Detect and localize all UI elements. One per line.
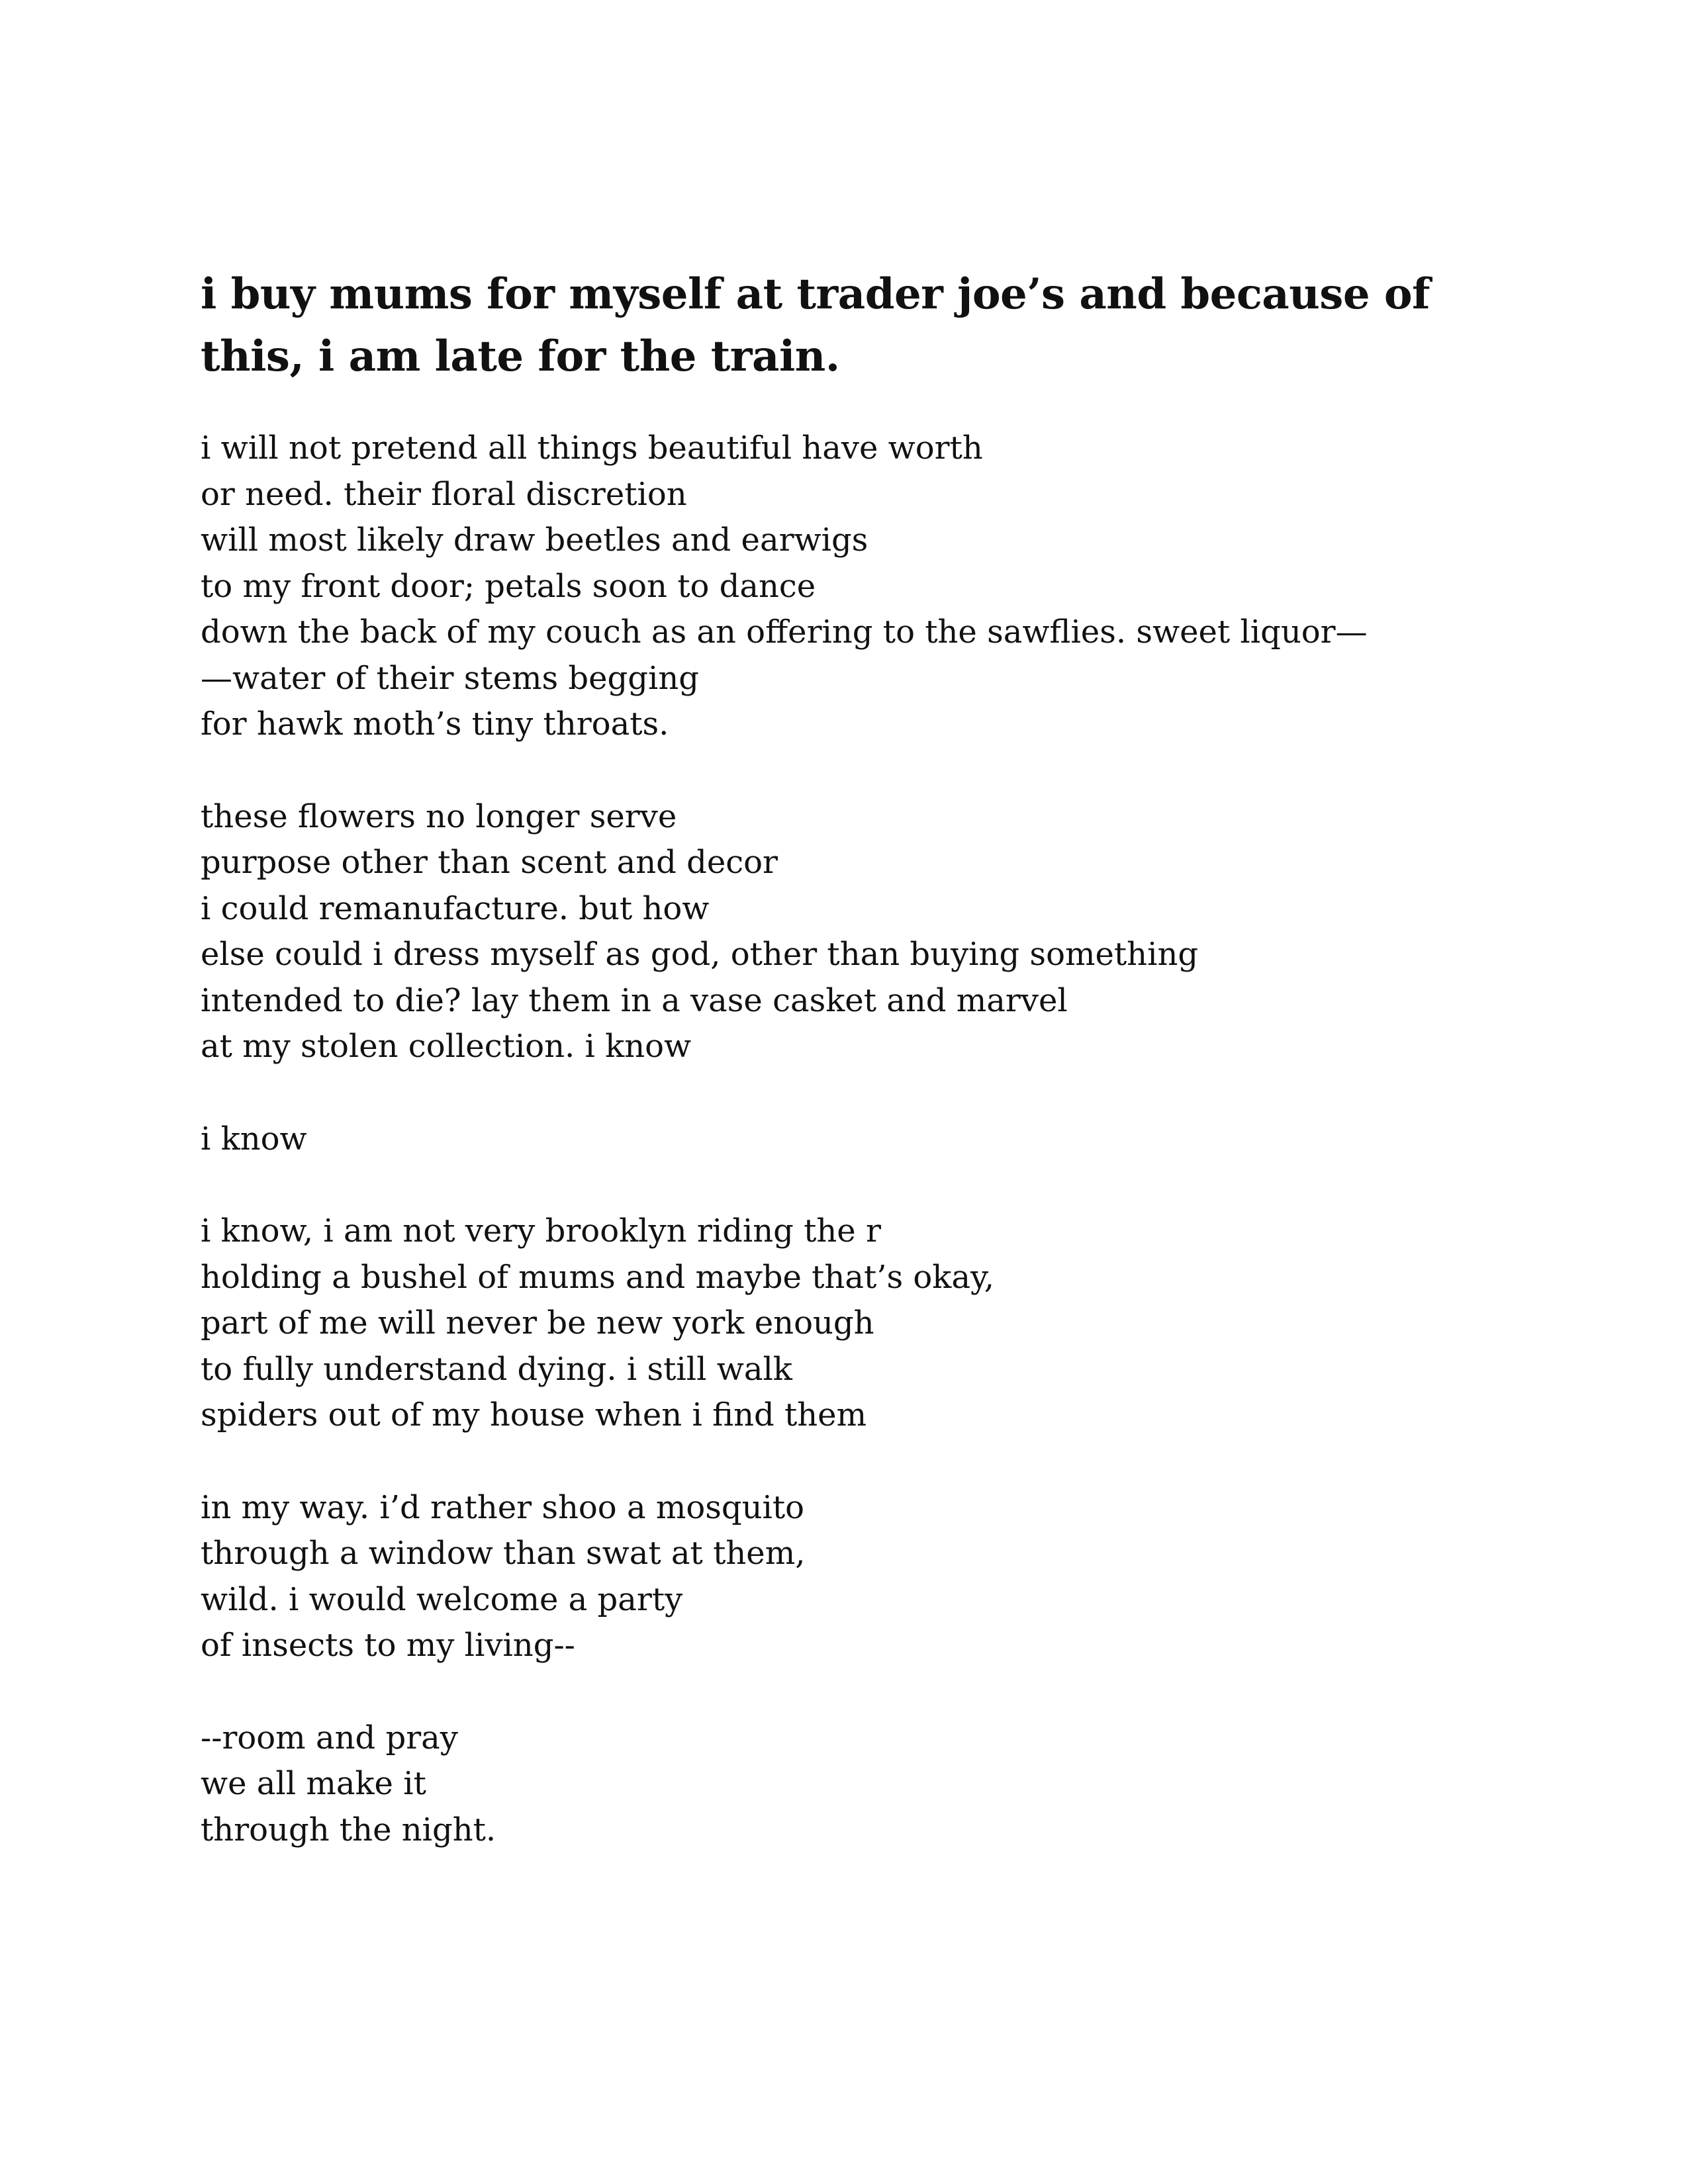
poem-line: to my front door; petals soon to dance — [201, 567, 816, 605]
poem-line: of insects to my living-- — [201, 1627, 575, 1664]
poem-line: i will not pretend all things beautiful have worth — [201, 430, 983, 467]
stanza — [201, 794, 1591, 1070]
poem-line: will most likely draw beetles and earwigs — [201, 522, 868, 559]
poem-line: at my stolen collection. i know — [201, 1028, 692, 1065]
poem-line: through a window than swat at them, — [201, 1535, 806, 1572]
poem-line: these flowers no longer serve — [201, 797, 677, 835]
poem-line: else could i dress myself as god, other than buying something — [201, 936, 1199, 973]
poem-line: holding a bushel of mums and maybe that’s okay, — [201, 1258, 994, 1296]
poem-body — [201, 426, 1591, 1899]
poem-line: --room and pray — [201, 1719, 458, 1756]
poem-line: in my way. i’d rather shoo a mosquito — [201, 1488, 805, 1526]
poem-line: wild. i would welcome a party — [201, 1580, 683, 1618]
poem-line: spiders out of my house when i find them — [201, 1396, 867, 1433]
poem-line: —water of their stems begging — [201, 659, 699, 697]
stanza — [201, 1485, 1591, 1669]
poem-line: to fully understand dying. i still walk — [201, 1350, 792, 1388]
poem-line: intended to die? lay them in a vase casket and marvel — [201, 981, 1068, 1019]
stanza — [201, 426, 1591, 748]
poem-line: through the night. — [201, 1811, 496, 1848]
poem-line: purpose other than scent and decor — [201, 844, 778, 881]
poem-line: down the back of my couch as an offering to the sawflies. sweet liquor— — [201, 614, 1368, 651]
stanza — [201, 1208, 1591, 1439]
poem-title: i buy mums for myself at trader joe’s and because of this, i am late for the train. — [201, 269, 1430, 381]
poem-line: part of me will never be new york enough — [201, 1304, 874, 1342]
poem-line: i could remanufacture. but how — [201, 889, 710, 927]
poem-line: for hawk moth’s tiny throats. — [201, 705, 669, 743]
poem-line: i know — [201, 1120, 307, 1158]
poem-line: or need. their floral discretion — [201, 475, 687, 513]
stanza — [201, 1715, 1591, 1854]
poem-line: i know, i am not very brooklyn riding the r — [201, 1212, 881, 1250]
poem-line: we all make it — [201, 1765, 426, 1802]
stanza — [201, 1116, 1591, 1163]
